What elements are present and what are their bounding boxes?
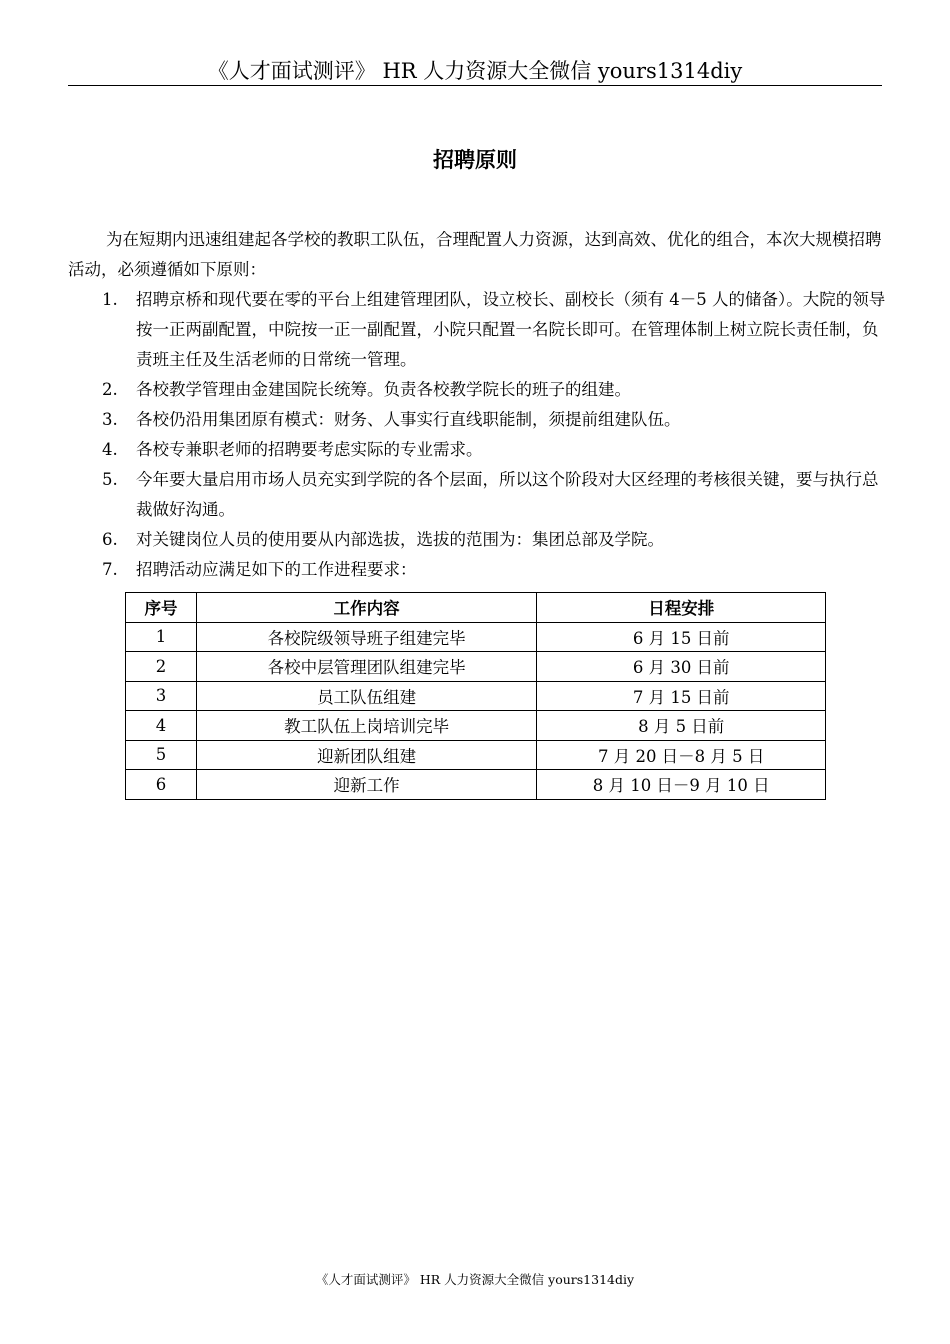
- row-date: 6 月 30 日前: [537, 652, 826, 682]
- principles-list: [68, 285, 894, 585]
- principle-item: [68, 555, 894, 585]
- principle-text: 各校仍沿用集团原有模式：财务、人事实行直线职能制，须提前组建队伍。: [136, 410, 681, 429]
- row-task: 教工队伍上岗培训完毕: [196, 711, 536, 741]
- row-index: 6: [126, 770, 197, 800]
- table-row: [126, 652, 826, 682]
- page-header: 《人才面试测评》 HR 人力资源大全微信 yours1314diy: [207, 59, 743, 83]
- row-task: 各校院级领导班子组建完毕: [196, 622, 536, 652]
- row-date: 8 月 10 日－9 月 10 日: [537, 770, 826, 800]
- table-header-row: [126, 593, 826, 623]
- principle-item: [68, 465, 894, 525]
- principle-item: [68, 375, 894, 405]
- document-title: 招聘原则: [433, 148, 517, 172]
- row-index: 1: [126, 622, 197, 652]
- table-row: [126, 711, 826, 741]
- principle-number: 5.: [102, 470, 118, 489]
- row-task: 员工队伍组建: [196, 681, 536, 711]
- column-header-task: 工作内容: [196, 593, 536, 623]
- principle-item: [68, 285, 894, 375]
- principle-item: [68, 435, 894, 465]
- row-index: 3: [126, 681, 197, 711]
- row-task: 各校中层管理团队组建完毕: [196, 652, 536, 682]
- row-date: 8 月 5 日前: [537, 711, 826, 741]
- column-header-index: 序号: [126, 593, 197, 623]
- principle-text: 招聘活动应满足如下的工作进程要求：: [136, 560, 417, 579]
- schedule-table: [125, 592, 826, 800]
- principle-text: 今年要大量启用市场人员充实到学院的各个层面，所以这个阶段对大区经理的考核很关键，要与执行总裁做好沟通。: [136, 470, 879, 519]
- principle-number: 6.: [102, 530, 118, 549]
- principle-item: [68, 405, 894, 435]
- principle-number: 1.: [102, 290, 118, 309]
- principle-number: 7.: [102, 560, 118, 579]
- header-divider: [68, 85, 882, 86]
- table-row: [126, 681, 826, 711]
- row-date: 7 月 20 日－8 月 5 日: [537, 740, 826, 770]
- page-footer: 《人才面试测评》 HR 人力资源大全微信 yours1314diy: [315, 1272, 635, 1287]
- row-task: 迎新工作: [196, 770, 536, 800]
- principle-text: 招聘京桥和现代要在零的平台上组建管理团队，设立校长、副校长（须有 4－5 人的储备）。大院的领导按一正两副配置，中院按一正一副配置，小院只配置一名院长即可。在管理体制上树立院长责任制，负责班主任及生活老师的日常统一管理。: [136, 290, 886, 369]
- principle-text: 各校专兼职老师的招聘要考虑实际的专业需求。: [136, 440, 483, 459]
- row-date: 7 月 15 日前: [537, 681, 826, 711]
- principle-number: 4.: [102, 440, 118, 459]
- table-row: [126, 740, 826, 770]
- row-index: 5: [126, 740, 197, 770]
- principle-text: 各校教学管理由金建国院长统筹。负责各校教学院长的班子的组建。: [136, 380, 631, 399]
- principle-number: 3.: [102, 410, 118, 429]
- intro-paragraph: 为在短期内迅速组建起各学校的教职工队伍，合理配置人力资源，达到高效、优化的组合，本次大规模招聘活动，必须遵循如下原则：: [68, 230, 882, 279]
- principle-number: 2.: [102, 380, 118, 399]
- table-row: [126, 770, 826, 800]
- principle-item: [68, 525, 894, 555]
- principle-text: 对关键岗位人员的使用要从内部选拔，选拔的范围为：集团总部及学院。: [136, 530, 664, 549]
- row-index: 2: [126, 652, 197, 682]
- row-index: 4: [126, 711, 197, 741]
- column-header-schedule: 日程安排: [537, 593, 826, 623]
- row-date: 6 月 15 日前: [537, 622, 826, 652]
- row-task: 迎新团队组建: [196, 740, 536, 770]
- table-row: [126, 622, 826, 652]
